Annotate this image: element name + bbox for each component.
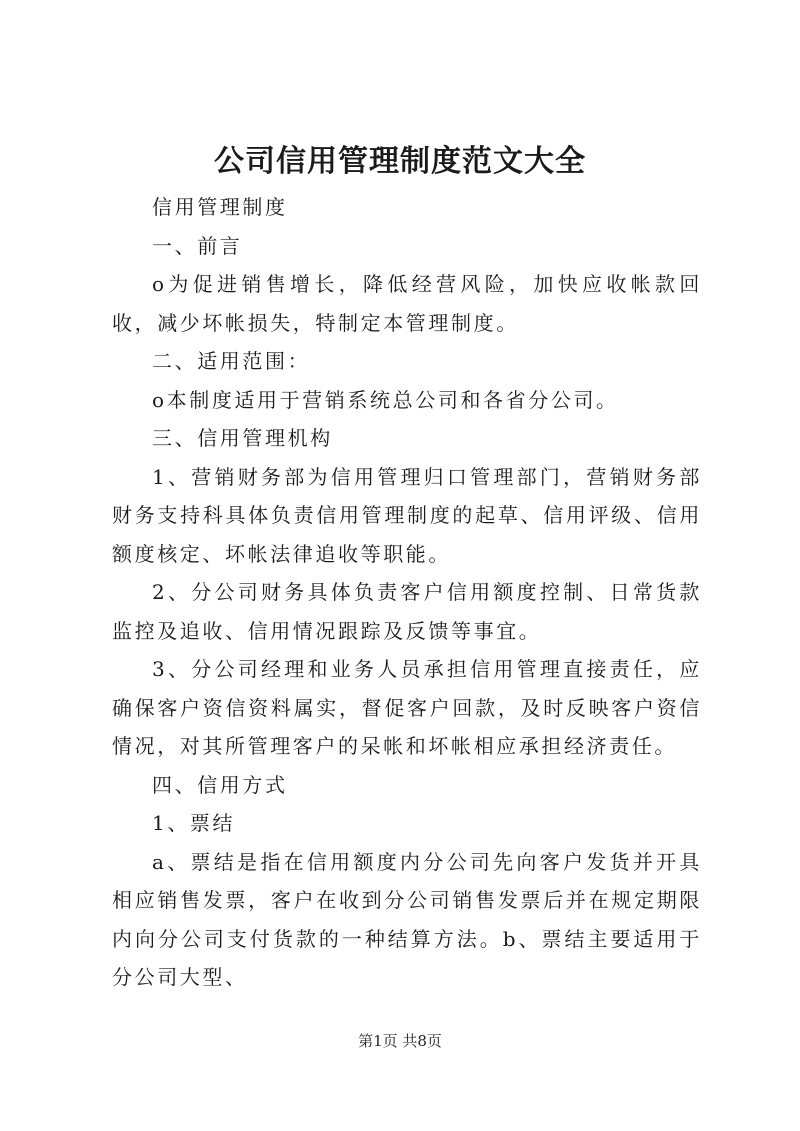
paragraph-section-credit-methods: 四、信用方式 <box>152 772 288 797</box>
paragraph-preface-text: o为促进销售增长，降低经营风险，加快应收帐款回收，减少坏帐损失，特制定本管理制度。 <box>112 272 702 335</box>
document-title: 公司信用管理制度范文大全 <box>214 144 586 179</box>
paragraph-section-preface: 一、前言 <box>152 233 243 258</box>
paragraph-section-organization: 三、信用管理机构 <box>152 426 333 450</box>
page-footer: 第1页 共8页 <box>358 1032 442 1050</box>
paragraph-section-scope: 二、适用范围： <box>152 349 311 373</box>
document-body <box>112 188 702 997</box>
paragraph-invoice-settlement-text: a、票结是指在信用额度内分公司先向客户发货并开具相应销售发票，客户在收到分公司销售发票后并在规定期限内向分公司支付货款的一种结算方法。b、票结主要适用于分公司大型、 <box>112 849 702 989</box>
paragraph-method-invoice-settlement: 1、票结 <box>152 811 236 835</box>
paragraph-scope-text: o本制度适用于营销系统总公司和各省分公司。 <box>152 387 619 412</box>
paragraph-organization-item-2: 2、分公司财务具体负责客户信用额度控制、日常货款监控及追收、信用情况跟踪及反馈等事宜。 <box>112 580 702 643</box>
paragraph-organization-item-3: 3、分公司经理和业务人员承担信用管理直接责任，应确保客户资信资料属实，督促客户回款，及时反映客户资信情况，对其所管理客户的呆帐和坏帐相应承担经济责任。 <box>112 657 702 758</box>
paragraph-organization-item-1: 1、营销财务部为信用管理归口管理部门，营销财务部财务支持科具体负责信用管理制度的起草、信用评级、信用额度核定、坏帐法律追收等职能。 <box>112 464 702 566</box>
paragraph-heading-credit-management: 信用管理制度 <box>152 195 288 219</box>
